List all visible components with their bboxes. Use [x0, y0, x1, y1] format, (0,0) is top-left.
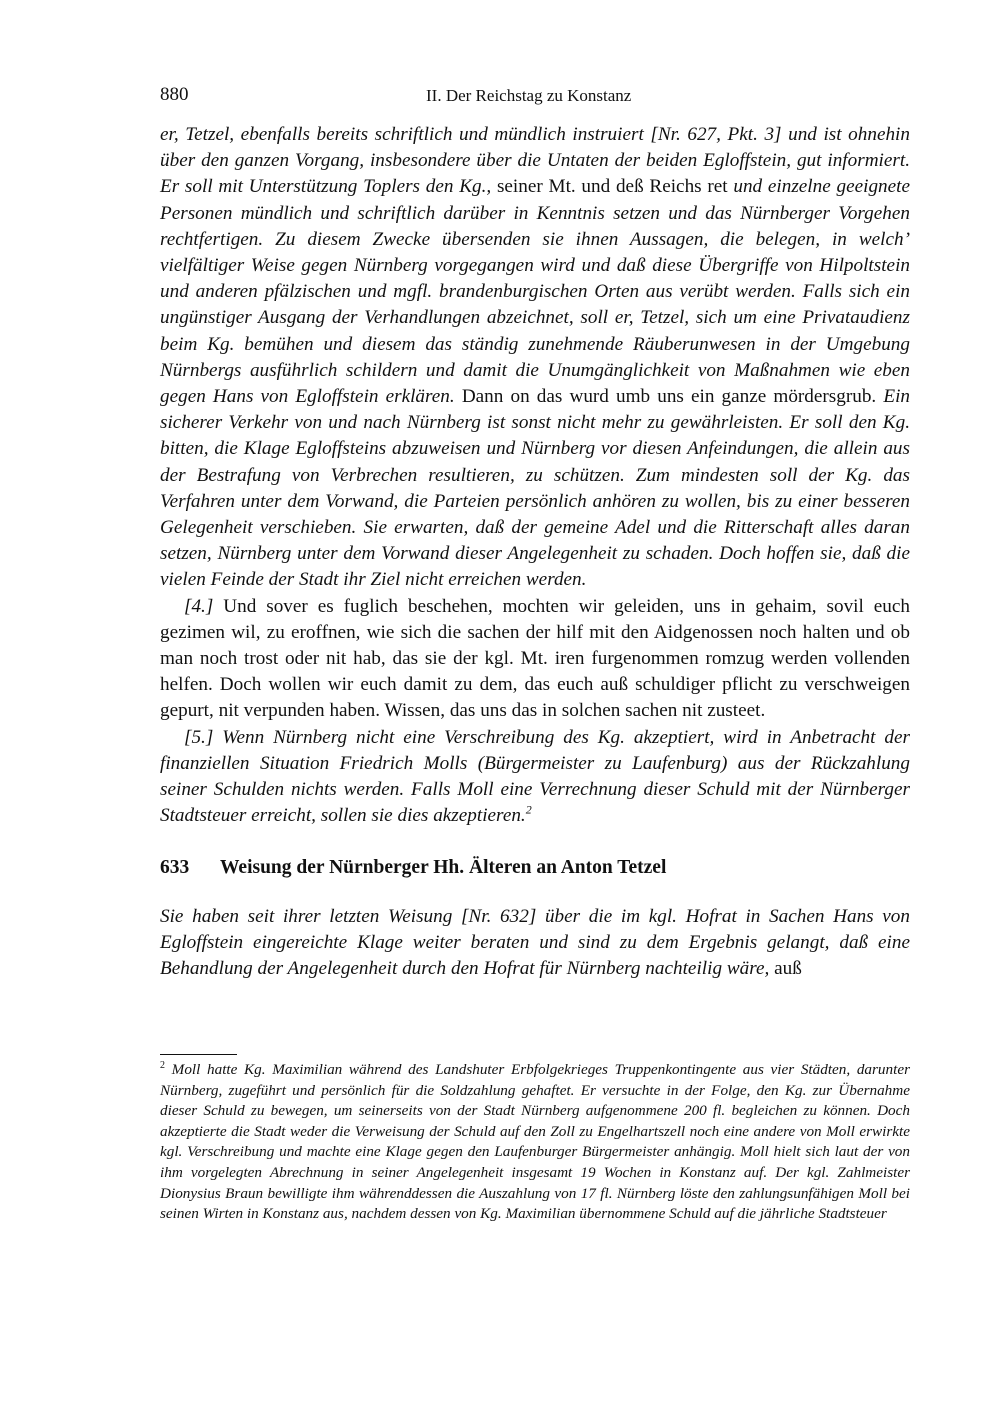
italic-summary: Sie haben seit ihrer letzten Weisung [Nr. 632] über die im kgl. Hofrat in Sachen Hans von Egloffstein eingereichte Klage weiter beraten und sind zu dem Ergebnis gelangt, daß eine Behandlung der Angelegenheit durch den Hofrat für Nürnberg nachteilig wäre, — [160, 905, 910, 980]
footnote-mark: 2 — [160, 1059, 165, 1071]
quoted-source: auß — [769, 958, 802, 980]
footnote-divider — [160, 1054, 237, 1055]
italic-summary: und einzelne geeignete Personen mündlich und schriftlich darüber in Kenntnis setzen und das Nürnberger Vorgehen rechtfertigen. Zu diesem Zwecke übersenden sie ihnen Aussagen, die belegen, in welch’ vielfältiger Weise gegen Nürnberg vorgegangen wird und daß diese Übergriffe von Hilpoltstein und anderen pfälzischen und mgfl. brandenburgischen Orten aus verübt werden. Falls sich ein ungünstiger Ausgang der Verhandlungen abzeichnet, soll er, Tetzel, sich um eine Privataudienz beim Kg. bemühen und diesem das ständig zunehmende Räuberunwesen in der Umgebung Nürnbergs ausführlich schildern und damit die Unumgänglichkeit von Maßnahmen wie eben gegen Hans von Egloffstein erklären. — [160, 176, 911, 408]
point-label: [4.] — [184, 595, 214, 617]
section-heading — [160, 855, 910, 881]
italic-summary: Ein sicherer Verkehr von und nach Nürnberg ist sonst nicht mehr zu gewährleisten. Er soll den Kg. bitten, die Klage Egloffsteins abzuweisen und Nürnberg vor diesen Anfeindungen, die allein aus der Bestrafung von Verbrechen resultieren, zu schützen. Zum mindesten soll der Kg. das Verfahren unter dem Vorwand, die Parteien persönlich anhören zu wollen, bis zu einer besseren Gelegenheit verschieben. Sie erwarten, daß der gemeine Adel und die Ritterschaft alles daran setzen, Nürnberg unter dem Vorwand dieser Angelegenheit zu schaden. Doch hoffen sie, daß die vielen Feinde der Stadt ihr Ziel nicht erreichen werden. — [160, 386, 910, 591]
main-text — [160, 122, 910, 982]
italic-summary: [5.] Wenn Nürnberg nicht eine Verschreibung des Kg. akzeptiert, wird in Anbetracht der finanziellen Situation Friedrich Molls (Bürgermeister zu Laufenburg) aus der Rückzahlung seiner Schulden nichts werden. Falls Moll eine Verrechnung dieser Schuld mit der Nürnberger Stadtsteuer erreicht, sollen sie dies akzeptieren. — [160, 726, 910, 827]
paragraph-section-intro — [160, 904, 910, 983]
paragraph-point-4 — [160, 594, 910, 725]
quoted-source: Dann on das wurd umb uns ein ganze mördersgrub. — [454, 386, 884, 408]
footnote — [160, 1060, 910, 1225]
section-number: 633 — [160, 857, 190, 879]
footnote-reference[interactable]: 2 — [525, 802, 532, 817]
page-number: 880 — [160, 84, 189, 105]
footnote-text: Moll hatte Kg. Maximilian während des Landshuter Erbfolgekrieges Truppenkontingente aus vier Städten, darunter Nürnberg, zugeführt und persönlich für die Soldzahlung gehaftet. Er versuchte in der Folge, den Kg. zur Übernahme dieser Schuld zu bewegen, um seinerseits von der Stadt Nürnberg aufgenommene 200 fl. begleichen zu können. Doch akzeptierte die Stadt weder die Verweisung der Schuld auf den Zoll zu Engelhartszell noch eine andere von Moll erwirkte kgl. Verschreibung und machte eine Klage gegen den Laufenburger Bürgermeister anhängig. Moll hielt sich laut der von ihm vorgelegten Abrechnung in seiner Angelegenheit insgesamt 19 Wochen in Konstanz auf. Der kgl. Zahlmeister Dionysius Braun bewilligte ihm währenddessen die Auszahlung von 17 fl. Nürnberg löste den zahlungsunfähigen Moll bei seinen Wirten in Konstanz aus, nachdem dessen von Kg. Maximilian übernommene Schuld auf die jährliche Stadtsteuer — [160, 1061, 910, 1223]
paragraph-instruction — [160, 122, 910, 594]
paragraph-point-5 — [160, 725, 910, 830]
italic-summary: er, Tetzel, ebenfalls bereits schriftlich und mündlich instruiert [Nr. 627, Pkt. 3] und ist ohnehin über den ganzen Vorgang, insbesondere über die Untaten der beiden Egloffstein, gut informiert. Er soll mit Unterstützung Toplers den Kg., — [160, 124, 910, 198]
page-header — [160, 84, 910, 108]
quoted-source: seiner Mt. und deß Reichs ret — [491, 176, 734, 198]
section-title: Weisung der Nürnberger Hh. Älteren an Anton Tetzel — [220, 857, 667, 879]
quoted-source: Und sover es fuglich beschehen, mochten wir geleiden, uns in gehaim, sovil euch gezimen wil, zu eroffnen, wie sich die sachen der hilf mit den Aidgenossen noch halten und ob man noch trost oder nit hab, das sie der kgl. Mt. iren furgenommen romzug werden vollenden helfen. Doch wollen wir euch damit zu dem, das euch auß schuldiger pflicht zu verschweigen gepurt, nit verpunden haben. Wissen, das uns das in solchen sachen nit zusteet. — [160, 595, 910, 722]
running-title: II. Der Reichstag zu Konstanz — [426, 86, 632, 105]
